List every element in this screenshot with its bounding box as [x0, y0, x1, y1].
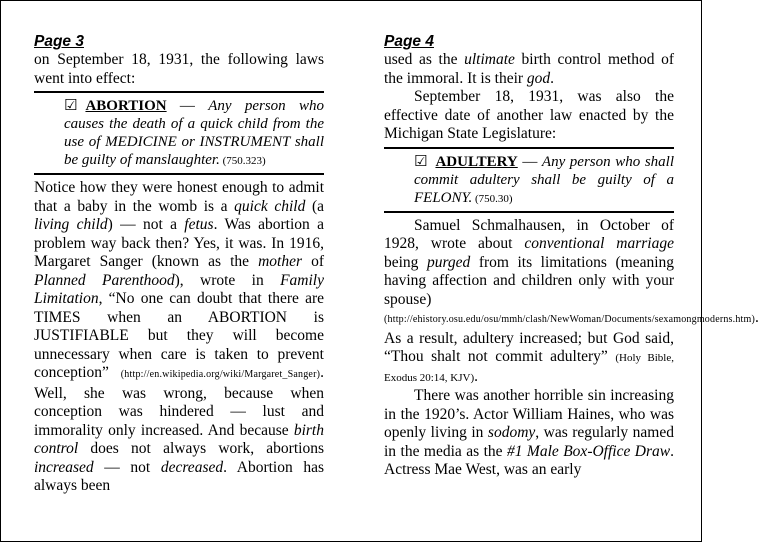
body-text: ) — not a: [107, 216, 185, 233]
body-emphasis: Planned Parenthood: [34, 271, 175, 289]
body-text: . Was abortion a problem way back then? Yes, it was. In 1916, Margaret Sanger (known as the: [34, 216, 324, 270]
page-4-para-schmalhausen: [384, 216, 759, 388]
page-3-body: [34, 179, 324, 496]
page-4-column: [384, 31, 759, 480]
body-text: (a: [305, 197, 325, 215]
body-emphasis: decreased: [160, 458, 224, 476]
citation-url: (http://en.wikipedia.org/wiki/Margaret_Sanger): [120, 369, 321, 380]
adultery-law-title: ADULTERY: [435, 153, 518, 170]
page-4-label: Page 4: [384, 33, 434, 50]
checkbox-icon: ☑: [414, 151, 428, 170]
abortion-law-ref: (750.323): [219, 155, 266, 167]
body-text: birth control method of the immoral. It is their: [384, 51, 674, 87]
abortion-law-text: Any person who causes the death of a quick child from the use of MEDICINE or INSTRUMENT shall be guilty of manslaughter.: [64, 98, 324, 168]
adultery-law-ref: (750.30): [472, 192, 513, 205]
body-text: There was another horrible sin increasing in the 1920’s. Actor William Haines, who was openly living in: [384, 387, 674, 441]
body-text: of: [302, 253, 324, 270]
page-4-intro: [384, 51, 674, 88]
page-3-column: [34, 31, 324, 496]
body-text: . As a result, adultery increased; but God said, “Thou shalt not commit adultery”: [384, 309, 759, 365]
body-text: does not always work, abortions: [78, 440, 324, 457]
body-text: . Abortion has always been: [34, 458, 324, 494]
body-text: . Well, she was wrong, because when conception was hindered — lust and immorality only increased. And because: [34, 364, 324, 439]
body-text: used as the: [384, 51, 465, 68]
body-emphasis: conventional marriage: [524, 235, 674, 252]
body-emphasis: god: [526, 69, 551, 87]
body-text: .: [550, 69, 555, 87]
body-text: ), wrote in: [174, 271, 281, 289]
page-3-intro: on September 18, 1931, the following laws went into effect:: [34, 51, 324, 87]
body-emphasis: purged: [426, 253, 471, 271]
body-text: , was regularly named in the media as the: [384, 424, 674, 460]
body-emphasis: birth control: [34, 421, 324, 457]
adultery-law-dash: —: [517, 153, 542, 170]
body-text: Samuel Schmalhausen, in October of 1928, wrote about: [384, 216, 674, 252]
page-4-para-haines: [384, 387, 674, 480]
abortion-law-box: [34, 91, 324, 175]
checkbox-icon: ☑: [64, 96, 78, 114]
body-text: Notice how they were honest enough to admit that a baby in the womb is a: [34, 179, 324, 215]
abortion-law-title: ABORTION: [85, 98, 167, 114]
citation-bible: (Holy Bible, Exodus 20:14, KJV): [384, 352, 674, 384]
body-emphasis: mother: [258, 253, 303, 270]
body-emphasis: sodomy: [487, 424, 536, 441]
page-4-para-effective-date: September 18, 1931, was also the effective date of another law enacted by the Michigan State Legislature:: [384, 88, 674, 142]
body-emphasis: Family Limitation: [34, 271, 324, 307]
body-emphasis: #1 Male Box-Office Draw: [506, 442, 671, 460]
abortion-law-dash: —: [166, 98, 209, 114]
body-text: from its limitations (meaning having affection and children only with your spouse): [384, 253, 675, 308]
page-3-label: Page 3: [34, 33, 84, 50]
adultery-law-text: Any person who shall commit adultery shall be guilty of a FELONY.: [414, 153, 674, 206]
body-emphasis: ultimate: [464, 51, 515, 68]
adultery-law-box: [384, 147, 674, 213]
body-text: — not: [93, 458, 161, 476]
body-text: . Actress Mae West, was an early: [384, 442, 674, 478]
body-emphasis: fetus: [184, 216, 214, 233]
body-emphasis: quick child: [234, 197, 306, 215]
body-text: being: [384, 253, 427, 271]
citation-url: (http://ehistory.osu.edu/osu/mmh/clash/NewWoman/Documents/sexamongmoderns.htm): [384, 314, 756, 325]
body-emphasis: living child: [34, 216, 108, 233]
body-text: , “No one can doubt that there are TIMES when an ABORTION is JUSTIFIABLE but they will become unnecessary when care is taken to prevent conception”: [34, 290, 324, 381]
body-text: .: [474, 367, 479, 385]
body-emphasis: increased: [34, 458, 94, 476]
